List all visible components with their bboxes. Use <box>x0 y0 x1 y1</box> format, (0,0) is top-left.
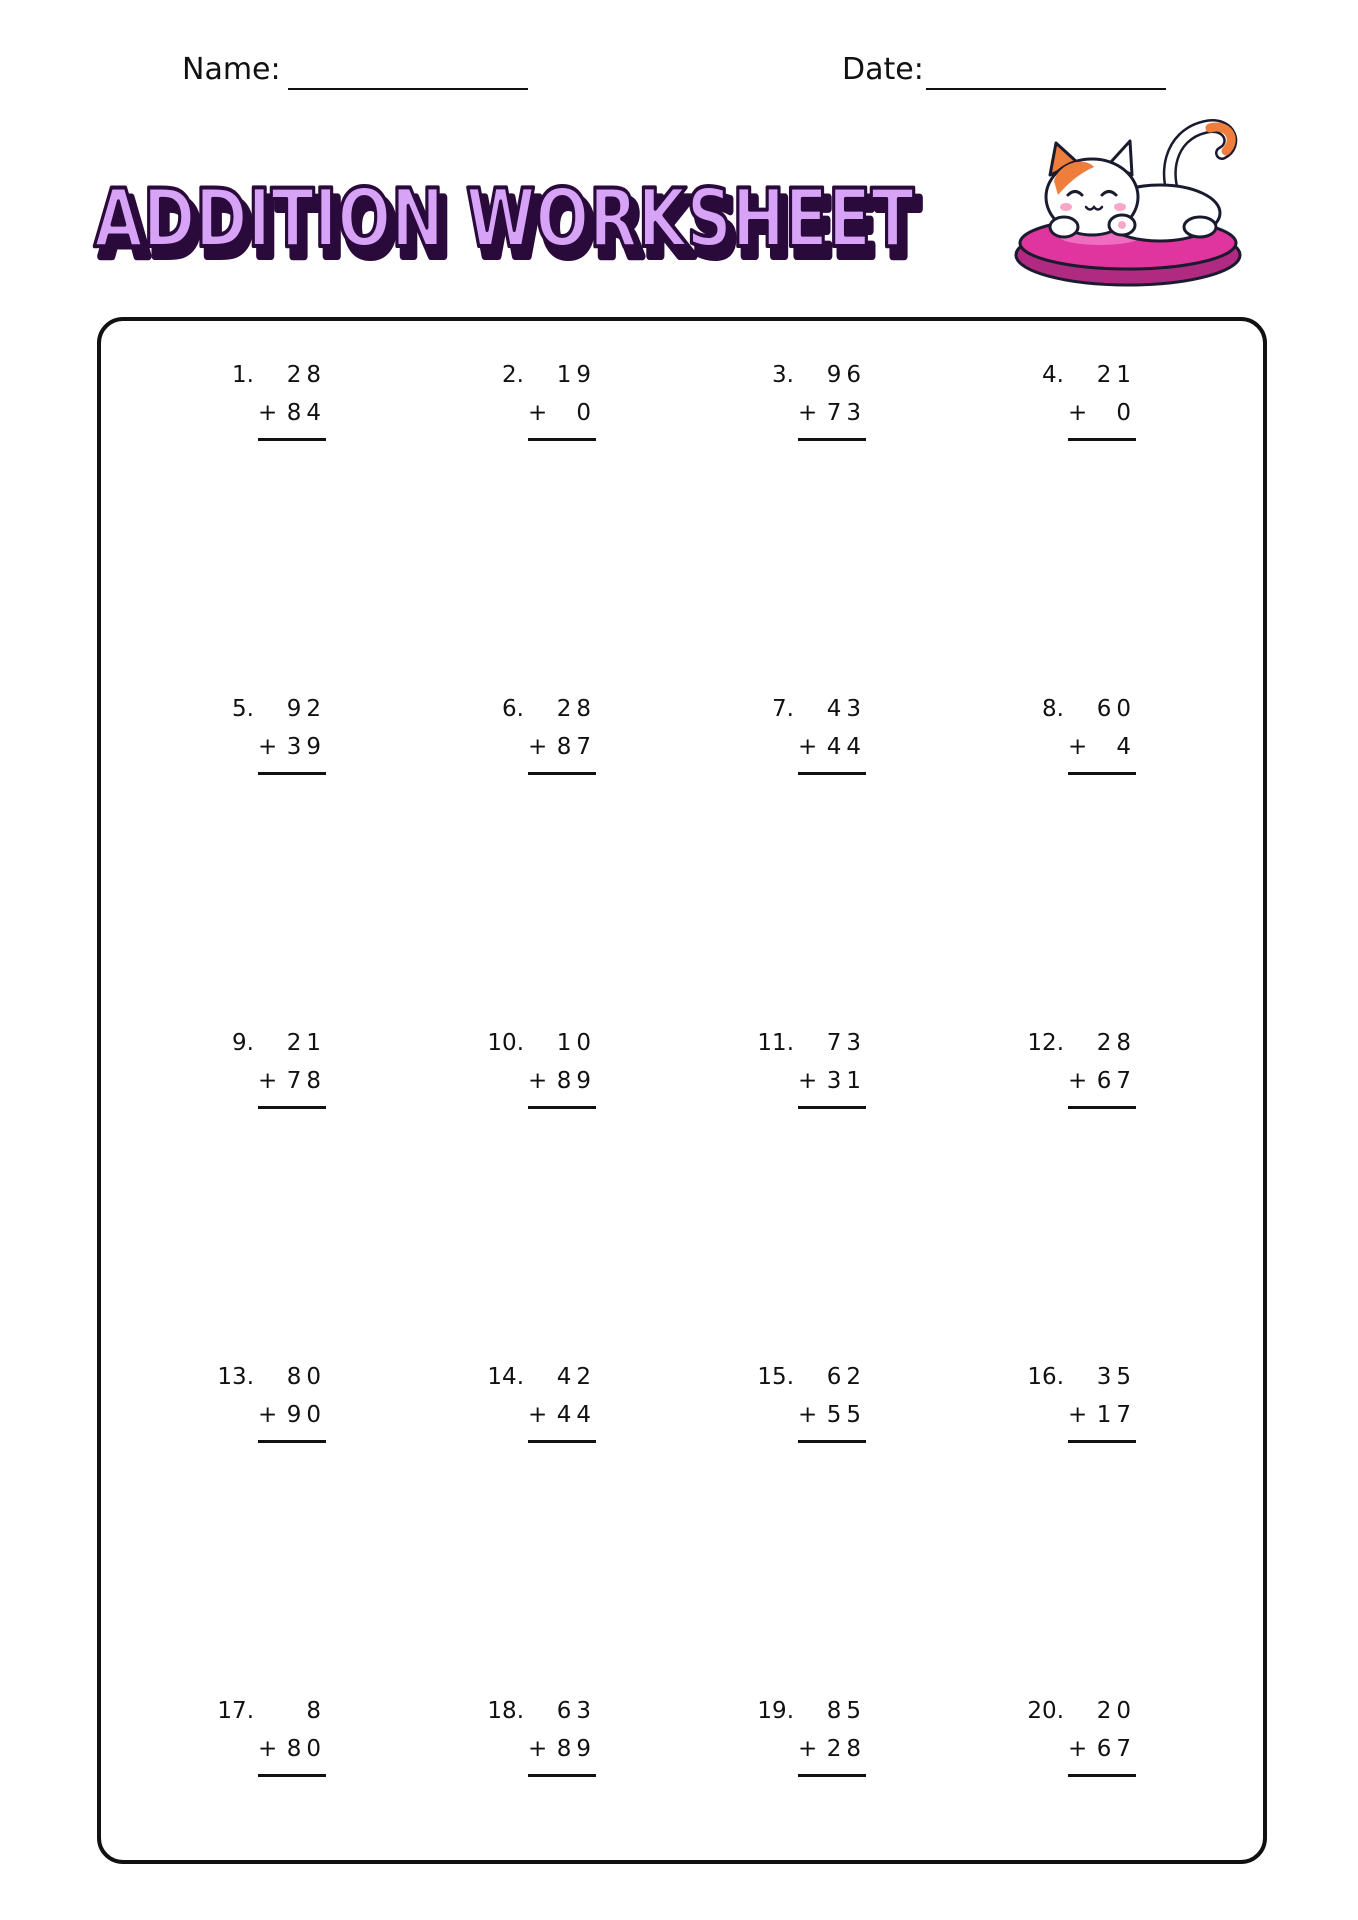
problem-6 <box>456 696 596 786</box>
problem-12 <box>996 1030 1136 1120</box>
problem-bottom-addend: 28 <box>826 1736 866 1762</box>
problem-number: 17. <box>217 1698 254 1724</box>
plus-sign: + <box>258 400 278 426</box>
problem-top-addend: 8 <box>306 1698 326 1724</box>
plus-sign: + <box>258 1068 278 1094</box>
answer-line[interactable] <box>1068 772 1136 775</box>
plus-sign: + <box>1068 1736 1088 1762</box>
problem-1 <box>186 362 326 452</box>
plus-sign: + <box>528 400 548 426</box>
problem-number: 15. <box>757 1364 794 1390</box>
answer-line[interactable] <box>1068 1106 1136 1109</box>
problem-top-addend: 73 <box>826 1030 866 1056</box>
problem-bottom-addend: 17 <box>1096 1402 1136 1428</box>
problem-number: 10. <box>487 1030 524 1056</box>
answer-line[interactable] <box>258 1774 326 1777</box>
plus-sign: + <box>798 1402 818 1428</box>
problem-number: 8. <box>1042 696 1064 722</box>
answer-line[interactable] <box>258 1440 326 1443</box>
problem-4 <box>996 362 1136 452</box>
answer-line[interactable] <box>258 438 326 441</box>
problem-bottom-addend: 87 <box>556 734 596 760</box>
answer-line[interactable] <box>798 772 866 775</box>
problem-2 <box>456 362 596 452</box>
problem-17 <box>186 1698 326 1788</box>
plus-sign: + <box>528 1068 548 1094</box>
problem-number: 16. <box>1027 1364 1064 1390</box>
answer-line[interactable] <box>1068 1774 1136 1777</box>
problem-5 <box>186 696 326 786</box>
answer-line[interactable] <box>528 1106 596 1109</box>
plus-sign: + <box>1068 1402 1088 1428</box>
problem-bottom-addend: 55 <box>826 1402 866 1428</box>
problem-bottom-addend: 78 <box>286 1068 326 1094</box>
problem-number: 20. <box>1027 1698 1064 1724</box>
answer-line[interactable] <box>528 438 596 441</box>
problem-9 <box>186 1030 326 1120</box>
plus-sign: + <box>1068 734 1088 760</box>
plus-sign: + <box>258 734 278 760</box>
problem-top-addend: 60 <box>1096 696 1136 722</box>
problem-top-addend: 80 <box>286 1364 326 1390</box>
problem-11 <box>726 1030 866 1120</box>
title-shadow: ADDITION WORKSHEET <box>100 182 921 275</box>
problem-top-addend: 43 <box>826 696 866 722</box>
problem-20 <box>996 1698 1136 1788</box>
problem-top-addend: 19 <box>556 362 596 388</box>
answer-line[interactable] <box>798 1440 866 1443</box>
problem-bottom-addend: 39 <box>286 734 326 760</box>
problem-number: 11. <box>757 1030 794 1056</box>
plus-sign: + <box>528 734 548 760</box>
problem-bottom-addend: 67 <box>1096 1736 1136 1762</box>
problem-top-addend: 20 <box>1096 1698 1136 1724</box>
problem-bottom-addend: 0 <box>576 400 596 426</box>
problem-top-addend: 96 <box>826 362 866 388</box>
problem-bottom-addend: 90 <box>286 1402 326 1428</box>
problem-bottom-addend: 31 <box>826 1068 866 1094</box>
problem-top-addend: 28 <box>1096 1030 1136 1056</box>
problem-bottom-addend: 67 <box>1096 1068 1136 1094</box>
problem-number: 14. <box>487 1364 524 1390</box>
problem-19 <box>726 1698 866 1788</box>
plus-sign: + <box>798 1736 818 1762</box>
answer-line[interactable] <box>1068 438 1136 441</box>
problem-7 <box>726 696 866 786</box>
problem-number: 1. <box>232 362 254 388</box>
plus-sign: + <box>1068 400 1088 426</box>
problem-16 <box>996 1364 1136 1454</box>
date-label: Date: <box>842 52 924 87</box>
problem-13 <box>186 1364 326 1454</box>
problem-number: 12. <box>1027 1030 1064 1056</box>
worksheet-title <box>92 150 952 280</box>
problem-top-addend: 21 <box>1096 362 1136 388</box>
answer-line[interactable] <box>258 1106 326 1109</box>
problem-number: 18. <box>487 1698 524 1724</box>
problem-10 <box>456 1030 596 1120</box>
problem-top-addend: 62 <box>826 1364 866 1390</box>
answer-line[interactable] <box>1068 1440 1136 1443</box>
problem-top-addend: 42 <box>556 1364 596 1390</box>
plus-sign: + <box>798 1068 818 1094</box>
problem-bottom-addend: 89 <box>556 1736 596 1762</box>
name-label: Name: <box>182 52 281 87</box>
answer-line[interactable] <box>258 772 326 775</box>
plus-sign: + <box>258 1736 278 1762</box>
problem-18 <box>456 1698 596 1788</box>
answer-line[interactable] <box>528 772 596 775</box>
problem-top-addend: 63 <box>556 1698 596 1724</box>
cat-on-pillow-illustration <box>1010 115 1250 295</box>
problem-top-addend: 21 <box>286 1030 326 1056</box>
problem-bottom-addend: 44 <box>826 734 866 760</box>
problem-bottom-addend: 80 <box>286 1736 326 1762</box>
answer-line[interactable] <box>528 1774 596 1777</box>
title-text: ADDITION WORKSHEET <box>94 172 915 265</box>
problem-14 <box>456 1364 596 1454</box>
problem-top-addend: 28 <box>286 362 326 388</box>
problem-top-addend: 85 <box>826 1698 866 1724</box>
plus-sign: + <box>258 1402 278 1428</box>
problem-bottom-addend: 4 <box>1116 734 1136 760</box>
plus-sign: + <box>528 1402 548 1428</box>
date-field[interactable] <box>926 88 1166 90</box>
problem-number: 5. <box>232 696 254 722</box>
problem-top-addend: 28 <box>556 696 596 722</box>
problem-number: 3. <box>772 362 794 388</box>
problem-number: 4. <box>1042 362 1064 388</box>
problem-bottom-addend: 44 <box>556 1402 596 1428</box>
problem-top-addend: 10 <box>556 1030 596 1056</box>
plus-sign: + <box>528 1736 548 1762</box>
answer-line[interactable] <box>798 1774 866 1777</box>
plus-sign: + <box>798 734 818 760</box>
problem-number: 7. <box>772 696 794 722</box>
problem-8 <box>996 696 1136 786</box>
problem-number: 6. <box>502 696 524 722</box>
name-field[interactable] <box>288 88 528 90</box>
answer-line[interactable] <box>798 438 866 441</box>
problem-top-addend: 92 <box>286 696 326 722</box>
plus-sign: + <box>1068 1068 1088 1094</box>
problem-number: 13. <box>217 1364 254 1390</box>
problem-number: 9. <box>232 1030 254 1056</box>
answer-line[interactable] <box>528 1440 596 1443</box>
plus-sign: + <box>798 400 818 426</box>
problem-bottom-addend: 89 <box>556 1068 596 1094</box>
problem-top-addend: 35 <box>1096 1364 1136 1390</box>
problem-bottom-addend: 84 <box>286 400 326 426</box>
problem-15 <box>726 1364 866 1454</box>
problem-3 <box>726 362 866 452</box>
problem-bottom-addend: 73 <box>826 400 866 426</box>
problem-number: 2. <box>502 362 524 388</box>
problem-number: 19. <box>757 1698 794 1724</box>
answer-line[interactable] <box>798 1106 866 1109</box>
problem-bottom-addend: 0 <box>1116 400 1136 426</box>
